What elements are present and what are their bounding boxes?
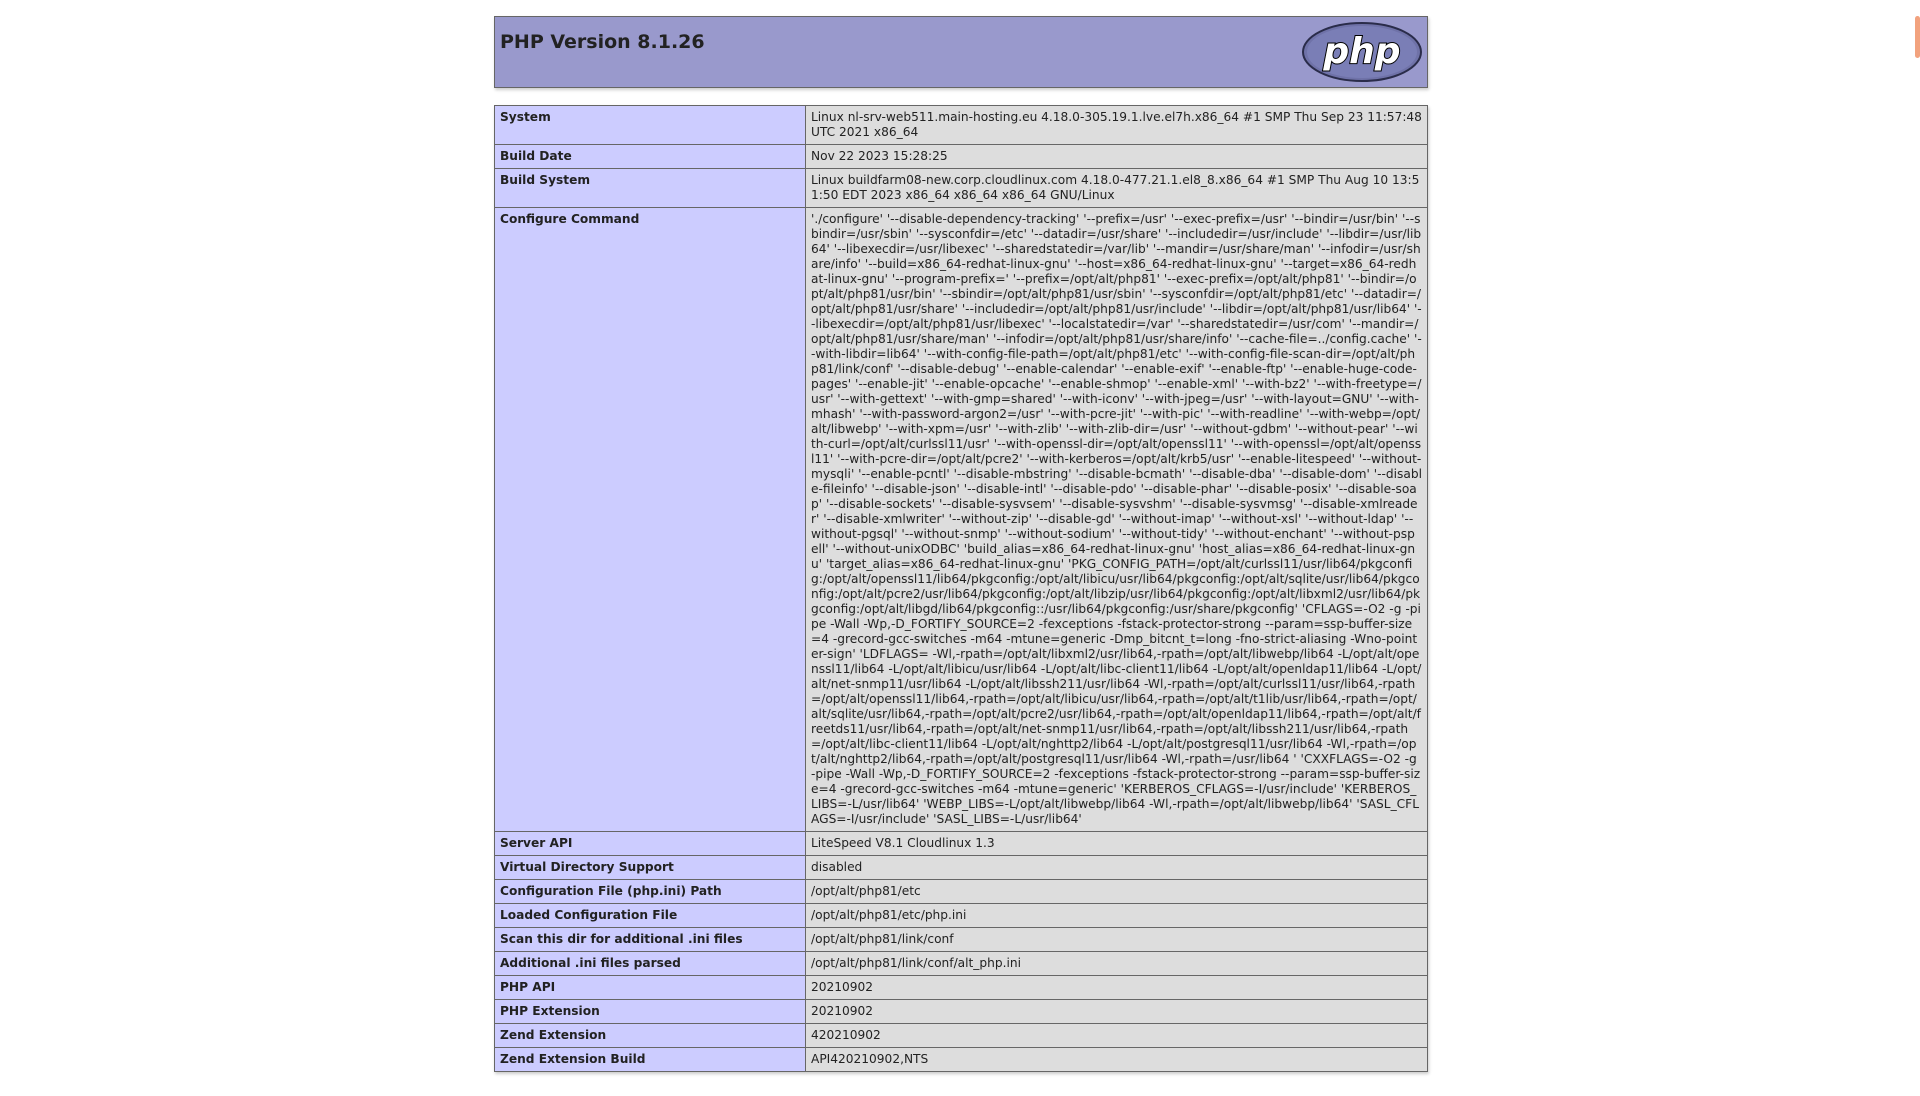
row-value: API420210902,NTS <box>806 1048 1428 1072</box>
row-value: disabled <box>806 856 1428 880</box>
table-row <box>495 976 1428 1000</box>
table-row <box>495 1048 1428 1072</box>
row-value: Linux nl-srv-web511.main-hosting.eu 4.18.0-305.19.1.lve.el7h.x86_64 #1 SMP Thu Sep 23 11:57:48 UTC 2021 x86_64 <box>806 106 1428 145</box>
row-key: Zend Extension Build <box>495 1048 806 1072</box>
row-value: 20210902 <box>806 1000 1428 1024</box>
row-value: /opt/alt/php81/etc/php.ini <box>806 904 1428 928</box>
table-row <box>495 928 1428 952</box>
row-value: Linux buildfarm08-new.corp.cloudlinux.com 4.18.0-477.21.1.el8_8.x86_64 #1 SMP Thu Aug 10 13:51:50 EDT 2023 x86_64 x86_64 x86_64 GNU/Linux <box>806 169 1428 208</box>
row-value: 420210902 <box>806 1024 1428 1048</box>
row-key: Configuration File (php.ini) Path <box>495 880 806 904</box>
row-key: Zend Extension <box>495 1024 806 1048</box>
row-key: Virtual Directory Support <box>495 856 806 880</box>
table-row <box>495 880 1428 904</box>
php-logo-icon[interactable] <box>1301 21 1423 83</box>
table-row <box>495 904 1428 928</box>
row-value: /opt/alt/php81/link/conf <box>806 928 1428 952</box>
table-row <box>495 106 1428 145</box>
row-key: Loaded Configuration File <box>495 904 806 928</box>
table-row <box>495 856 1428 880</box>
row-value: Nov 22 2023 15:28:25 <box>806 145 1428 169</box>
scrollbar-thumb[interactable] <box>1915 16 1920 58</box>
table-row <box>495 169 1428 208</box>
row-key: Build Date <box>495 145 806 169</box>
row-key: Scan this dir for additional .ini files <box>495 928 806 952</box>
table-row <box>495 1024 1428 1048</box>
row-value: './configure' '--disable-dependency-tracking' '--prefix=/usr' '--exec-prefix=/usr' '--bindir=/usr/bin' '--sbindir=/usr/sbin' '--sysconfdir=/etc' '--datadir=/usr/share' '--includedir=/usr/include' '--libdir=/usr/lib64' '--libexecdir=/usr/libexec' '--sharedstatedir=/var/lib' '--mandir=/usr/share/man' '--infodir=/usr/share/info' '--build=x86_64-redhat-linux-gnu' '--host=x86_64-redhat-linux-gnu' '--target=x86_64-redhat-linux-gnu' '--program-prefix=' '--prefix=/opt/alt/php81' '--exec-prefix=/opt/alt/php81' '--bindir=/opt/alt/php81/usr/bin' '--sbindir=/opt/alt/php81/usr/sbin' '--sysconfdir=/opt/alt/php81/etc' '--datadir=/opt/alt/php81/usr/share' '--includedir=/opt/alt/php81/usr/include' '--libdir=/opt/alt/php81/usr/lib64' '--libexecdir=/opt/alt/php81/usr/libexec' '--localstatedir=/var' '--sharedstatedir=/usr/com' '--mandir=/opt/alt/php81/usr/share/man' '--infodir=/opt/alt/php81/usr/share/info' '--cache-file=../config.cache' '--with-libdir=lib64' '--with-config-file-path=/opt/alt/php81/etc' '--with-config-file-scan-dir=/opt/alt/php81/link/conf' '--disable-debug' '--enable-calendar' '--enable-exif' '--enable-ftp' '--enable-huge-code-pages' '--enable-jit' '--enable-opcache' '--enable-shmop' '--enable-xml' '--with-bz2' '--with-freetype=/usr' '--with-gettext' '--with-gmp=shared' '--with-iconv' '--with-jpeg=/usr' '--with-layout=GNU' '--with-mhash' '--with-password-argon2=/usr' '--with-pcre-jit' '--with-pic' '--with-readline' '--with-webp=/opt/alt/libwebp' '--with-xpm=/usr' '--with-zlib' '--with-zlib-dir=/usr' '--without-gdbm' '--without-pear' '--with-curl=/opt/alt/curlssl11/usr' '--with-openssl-dir=/opt/alt/openssl11' '--with-openssl=/opt/alt/openssl11' '--with-pcre-dir=/opt/alt/pcre2' '--with-kerberos=/opt/alt/krb5/usr' '--enable-litespeed' '--without-mysqli' '--enable-pcntl' '--disable-mbstring' '--disable-bcmath' '--disable-dba' '--disable-dom' '--disable-fileinfo' '--disable-json' '--disable-intl' '--disable-pdo' '--disable-phar' '--disable-posix' '--disable-soap' '--disable-sockets' '--disable-sysvsem' '--disable-sysvshm' '--disable-sysvmsg' '--disable-xmlreader' '--disable-xmlwriter' '--without-zip' '--disable-gd' '--without-imap' '--without-xsl' '--without-ldap' '--without-pgsql' '--without-snmp' '--without-sodium' '--without-tidy' '--without-enchant' '--without-pspell' '--without-unixODBC' 'build_alias=x86_64-redhat-linux-gnu' 'host_alias=x86_64-redhat-linux-gnu' 'target_alias=x86_64-redhat-linux-gnu' 'PKG_CONFIG_PATH=/opt/alt/curlssl11/usr/lib64/pkgconfig:/opt/alt/openssl11/lib64/pkgconfig:/opt/alt/libicu/usr/lib64/pkgconfig:/opt/alt/sqlite/usr/lib64/pkgconfig:/opt/alt/pcre2/usr/lib64/pkgconfig:/opt/alt/libzip/usr/lib64/pkgconfig:/opt/alt/libxml2/usr/lib64/pkgconfig:/opt/alt/libgd/lib64/pkgconfig::/usr/lib64/pkgconfig:/usr/share/pkgconfig' 'CFLAGS=-O2 -g -pipe -Wall -Wp,-D_FORTIFY_SOURCE=2 -fexceptions -fstack-protector-strong --param=ssp-buffer-size=4 -grecord-gcc-switches -m64 -mtune=generic -Dmp_bitcnt_t=long -fno-strict-aliasing -Wno-pointer-sign' 'LDFLAGS= -Wl,-rpath=/opt/alt/libxml2/usr/lib64,-rpath=/opt/alt/libwebp/lib64 -L/opt/alt/openssl11/lib64 -L/opt/alt/libicu/usr/lib64 -L/opt/alt/libc-client11/lib64 -L/opt/alt/openldap11/lib64 -L/opt/alt/net-snmp11/usr/lib64 -L/opt/alt/libssh211/usr/lib64 -Wl,-rpath=/opt/alt/curlssl11/usr/lib64,-rpath=/opt/alt/openssl11/lib64,-rpath=/opt/alt/libicu/usr/lib64,-rpath=/opt/alt/t1lib/usr/lib64,-rpath=/opt/alt/sqlite/usr/lib64,-rpath=/opt/alt/pcre2/usr/lib64,-rpath=/opt/alt/openldap11/lib64,-rpath=/opt/alt/freetds11/usr/lib64,-rpath=/opt/alt/net-snmp11/usr/lib64,-rpath=/opt/alt/libssh211/usr/lib64,-rpath=/opt/alt/libc-client11/lib64 -L/opt/alt/nghttp2/lib64 -L/opt/alt/postgresql11/usr/lib64 -Wl,-rpath=/opt/alt/nghttp2/lib64,-rpath=/opt/alt/postgresql11/usr/lib64 -Wl,-rpath=/usr/lib64 ' 'CXXFLAGS=-O2 -g -pipe -Wall -Wp,-D_FORTIFY_SOURCE=2 -fexceptions -fstack-protector-strong --param=ssp-buffer-size=4 -grecord-gcc-switches -m64 -mtune=generic' 'KERBEROS_CFLAGS=-I/usr/include' 'KERBEROS_LIBS=-L/usr/lib64' 'WEBP_LIBS=-L/opt/alt/libwebp/lib64 -Wl,-rpath=/opt/alt/libwebp/lib64' 'SASL_CFLAGS=-I/usr/include' 'SASL_LIBS=-L/usr/lib64' <box>806 208 1428 832</box>
table-row <box>495 145 1428 169</box>
row-key: Server API <box>495 832 806 856</box>
info-table <box>494 105 1428 1072</box>
table-row <box>495 832 1428 856</box>
row-key: PHP API <box>495 976 806 1000</box>
row-key: PHP Extension <box>495 1000 806 1024</box>
page-title: PHP Version 8.1.26 <box>500 31 705 53</box>
row-value: LiteSpeed V8.1 Cloudlinux 1.3 <box>806 832 1428 856</box>
table-row <box>495 1000 1428 1024</box>
row-value: /opt/alt/php81/link/conf/alt_php.ini <box>806 952 1428 976</box>
row-key: Build System <box>495 169 806 208</box>
row-value: 20210902 <box>806 976 1428 1000</box>
row-key: Configure Command <box>495 208 806 832</box>
row-value: /opt/alt/php81/etc <box>806 880 1428 904</box>
table-row <box>495 208 1428 832</box>
php-logo-text: php <box>1323 31 1401 72</box>
table-row <box>495 952 1428 976</box>
page-header <box>494 16 1428 88</box>
row-key: System <box>495 106 806 145</box>
phpinfo-container <box>494 16 1428 1072</box>
row-key: Additional .ini files parsed <box>495 952 806 976</box>
